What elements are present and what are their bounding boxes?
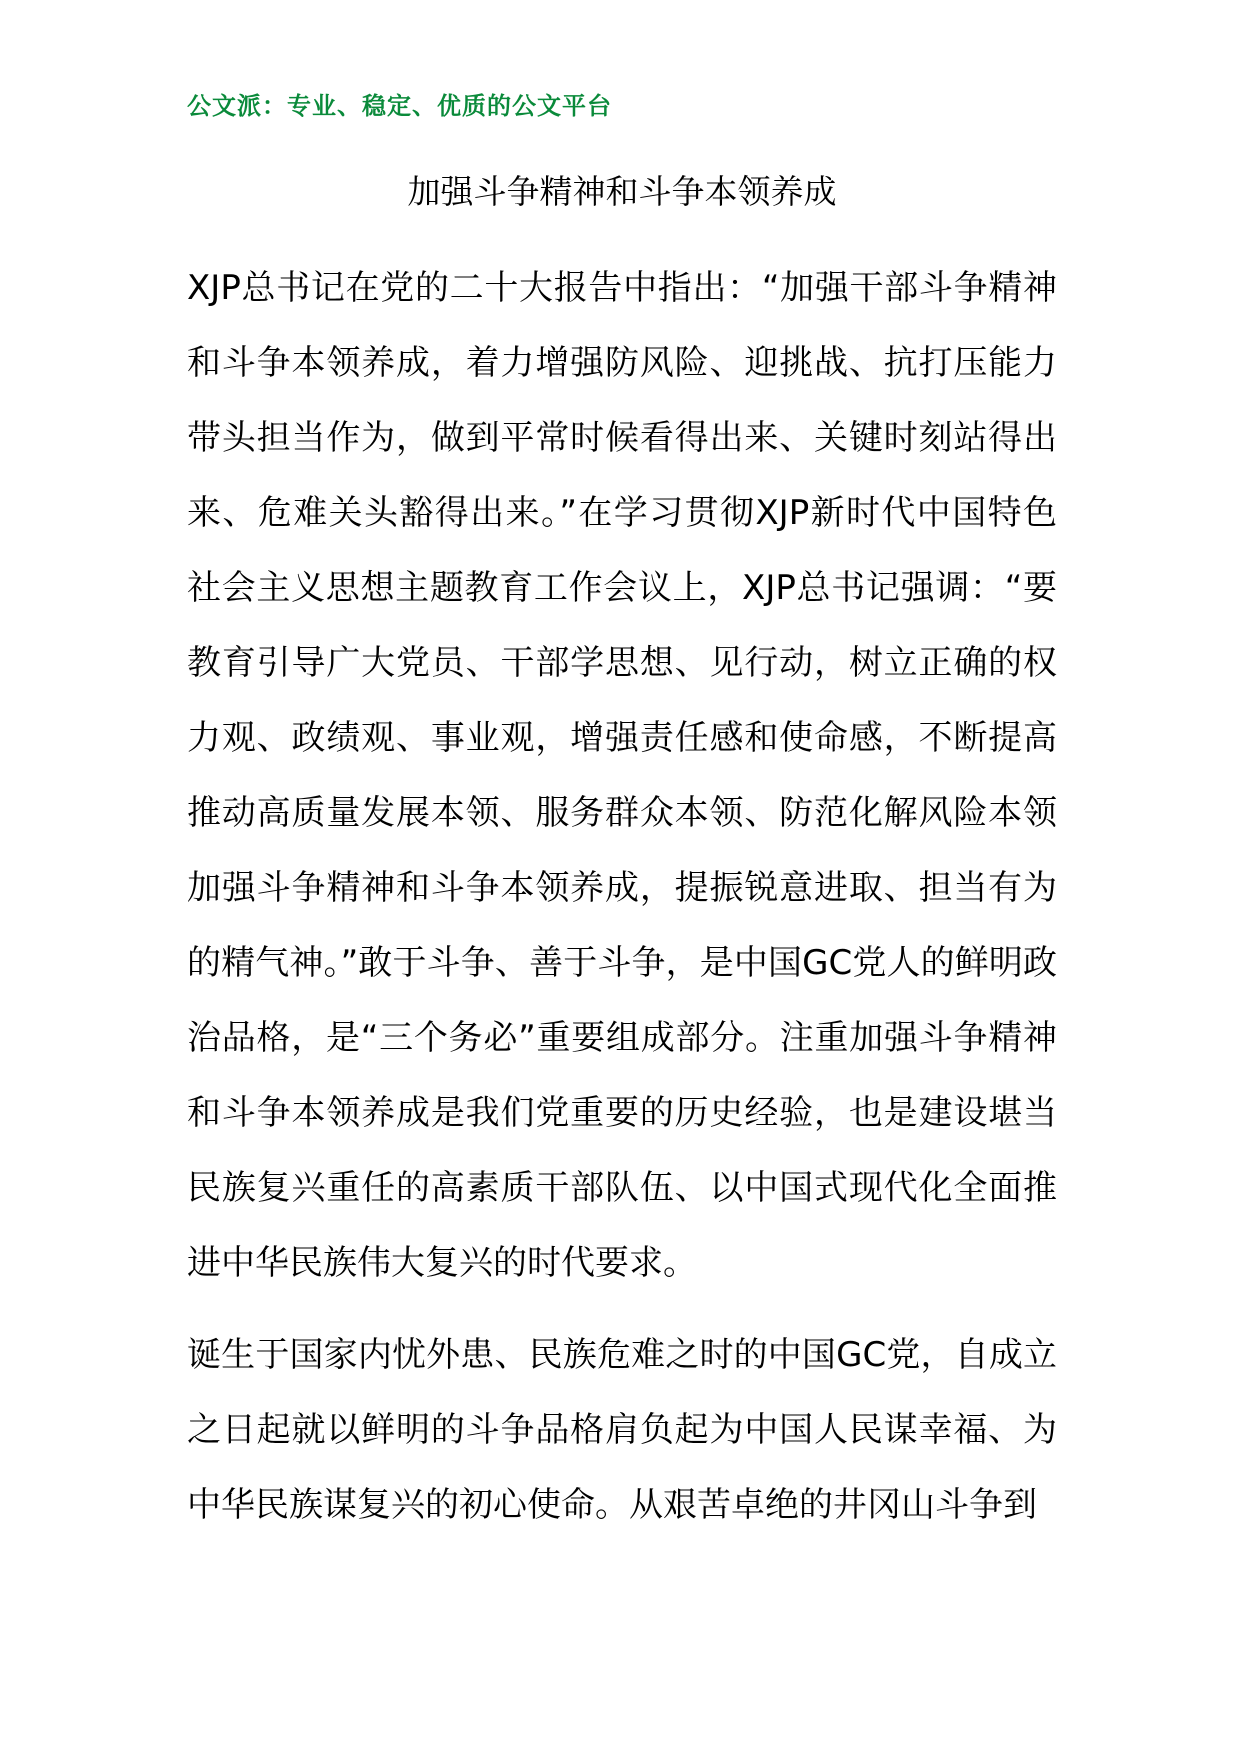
platform-slogan: 公文派：专业、稳定、优质的公文平台 [187,92,612,120]
document-title: 加强斗争精神和斗争本领养成 [407,172,837,211]
body-paragraph-2: 诞生于国家内忧外患、民族危难之时的中国GC党，自成立之日起就以鲜明的斗争品格肩负起为中国人民谋幸福、为中华民族谋复兴的初心使命。从艰苦卓绝的井冈山斗争到 [187,1335,1057,1525]
body-paragraph-1: XJP总书记在党的二十大报告中指出：“加强干部斗争精神和斗争本领养成，着力增强防风险、迎挑战、抗打压能力带头担当作为，做到平常时候看得出来、关键时刻站得出来、危难关头豁得出来。”在学习贯彻XJP新时代中国特色社会主义思想主题教育工作会议上，XJP总书记强调：“要教育引导广大党员、干部学思想、见行动，树立正确的权力观、政绩观、事业观，增强责任感和使命感，不断提高推动高质量发展本领、服务群众本领、防范化解风险本领加强斗争精神和斗争本领养成，提振锐意进取、担当有为的精气神。”敢于斗争、善于斗争，是中国GC党人的鲜明政治品格，是“三个务必”重要组成部分。注重加强斗争精神和斗争本领养成是我们党重要的历史经验，也是建设堪当民族复兴重任的高素质干部队伍、以中国式现代化全面推进中华民族伟大复兴的时代要求。 [187,268,1057,1283]
